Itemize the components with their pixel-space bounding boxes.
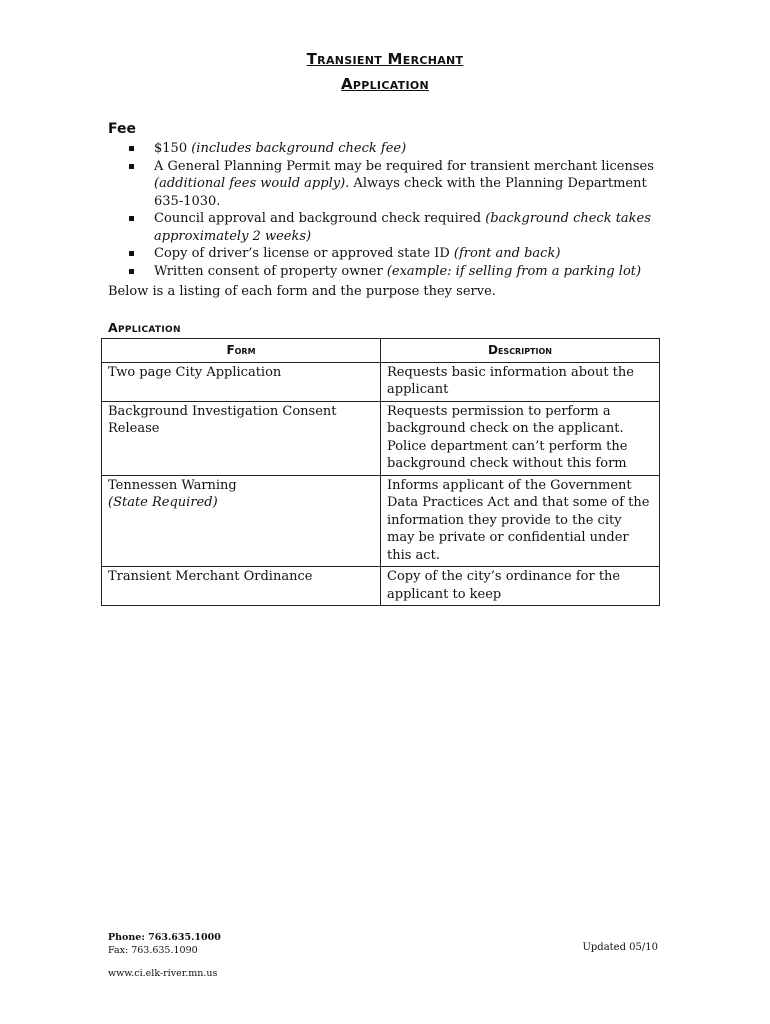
description-cell: Informs applicant of the Government Data Practices Act and that some of the information they provide to the city may be private or confidential under this act. — [381, 475, 660, 567]
footer-website: www.ci.elk-river.mn.us — [108, 968, 218, 979]
column-header-description: Description — [381, 339, 660, 363]
fee-bullet-list — [126, 140, 666, 280]
fee-bullet-text: Council approval and background check required — [154, 211, 486, 226]
document-title-line2: Application — [340, 75, 430, 93]
table-row — [102, 475, 660, 567]
description-cell: Requests basic information about the applicant — [381, 362, 660, 401]
fee-bullet-text: A General Planning Permit may be required for transient merchant licenses — [154, 158, 654, 174]
fee-bullet-text: $150 — [154, 141, 192, 156]
description-cell: Requests permission to perform a background check on the applicant. Police department can’t perform the background check without this form — [381, 401, 660, 475]
footer-fax: Fax: 763.635.1090 — [108, 945, 198, 956]
fee-bullet-note: (additional fees would apply). — [154, 176, 350, 191]
form-cell — [102, 475, 381, 567]
square-bullet-icon — [129, 251, 134, 256]
square-bullet-icon — [129, 146, 134, 151]
intro-text: Below is a listing of each form and the purpose they serve. — [108, 284, 496, 299]
fee-heading: Fee — [108, 121, 136, 137]
footer-phone: Phone: 763.635.1000 — [108, 932, 221, 943]
form-name: Transient Merchant Ordinance — [108, 569, 313, 584]
form-name: Background Investigation Consent Release — [108, 403, 337, 436]
form-name: Two page City Application — [108, 364, 282, 380]
form-name: Tennessen Warning — [108, 477, 237, 493]
fee-bullet-tail: Always check with the Planning Department 635-1030. — [154, 176, 647, 209]
table-row — [102, 362, 660, 401]
fee-bullet — [126, 210, 666, 245]
fee-bullet — [126, 263, 666, 281]
square-bullet-icon — [129, 164, 134, 169]
fee-bullet-note: (front and back) — [453, 246, 561, 261]
footer-updated-date: Updated 05/10 — [582, 942, 658, 953]
fee-bullet-text: Copy of driver’s license or approved state ID — [154, 246, 454, 261]
fee-bullet — [126, 245, 666, 263]
form-cell — [102, 401, 381, 475]
fee-bullet-note: (example: if selling from a parking lot) — [386, 263, 642, 279]
table-row — [102, 401, 660, 475]
form-cell — [102, 567, 381, 606]
fee-bullet-note: (background check takes approximately 2 weeks) — [154, 211, 651, 244]
square-bullet-icon — [129, 216, 134, 221]
square-bullet-icon — [129, 269, 134, 274]
fee-bullet — [126, 140, 666, 158]
table-header-row — [102, 339, 660, 363]
form-note: (State Required) — [108, 495, 218, 510]
table-row — [102, 567, 660, 606]
document-title-line1: Transient Merchant — [306, 50, 464, 68]
fee-bullet — [126, 158, 666, 211]
fee-bullet-text: Written consent of property owner — [154, 263, 387, 279]
form-cell — [102, 362, 381, 401]
column-header-form: Form — [102, 339, 381, 363]
fee-bullet-note: (includes background check fee) — [191, 141, 407, 156]
forms-table — [101, 338, 660, 606]
application-heading: Application — [108, 320, 181, 335]
description-cell: Copy of the city’s ordinance for the applicant to keep — [381, 567, 660, 606]
